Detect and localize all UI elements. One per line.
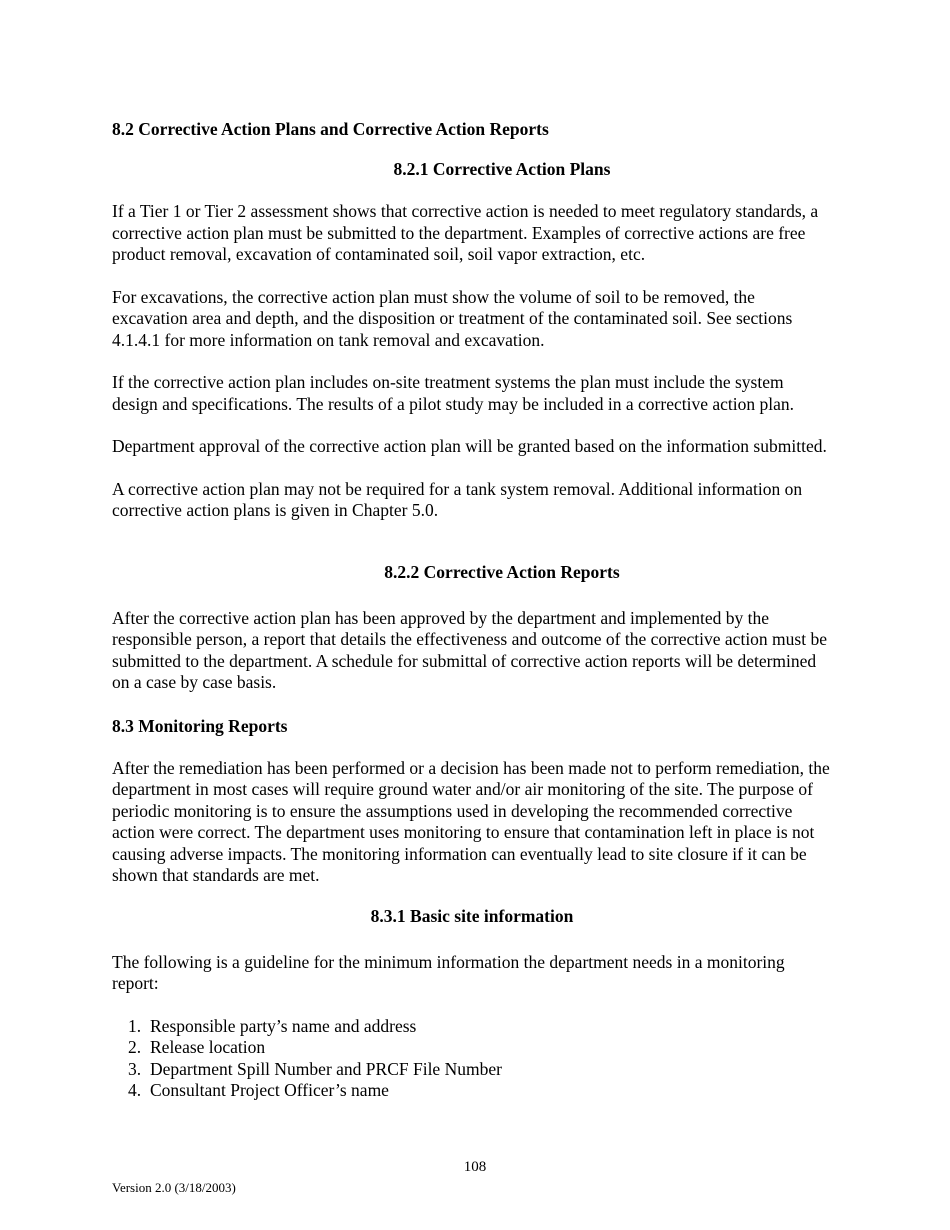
heading-8-2-1: 8.2.1 Corrective Action Plans	[393, 159, 611, 179]
page-number: 108	[463, 1159, 487, 1175]
paragraph: Department approval of the corrective action plan will be granted based on the information submitted.	[112, 436, 827, 456]
info-list	[112, 1016, 832, 1102]
version-footer: Version 2.0 (3/18/2003)	[112, 1180, 236, 1195]
paragraph: After the remediation has been performed or a decision has been made not to perform remediation, the department in most cases will require ground water and/or air monitoring of the site. The purpose of periodic monitoring is to ensure the assumptions used in developing the recommended corrective action were correct. The department uses monitoring to ensure that contamination left in place is not causing adverse impacts. The monitoring information can eventually lead to site closure if it can be shown that standards are met.	[112, 757, 830, 885]
paragraph: If a Tier 1 or Tier 2 assessment shows that corrective action is needed to meet regulatory standards, a corrective action plan must be submitted to the department. Examples of corrective actions are free product removal, excavation of contaminated soil, soil vapor extraction, etc.	[112, 201, 819, 264]
paragraph: If the corrective action plan includes on-site treatment systems the plan must include the system design and specifications. The results of a pilot study may be included in a corrective action plan.	[112, 372, 794, 414]
paragraph: The following is a guideline for the minimum information the department needs in a monitoring report:	[112, 951, 785, 993]
list-item: 1. Responsible party’s name and address	[128, 1015, 417, 1036]
list-item: 3. Department Spill Number and PRCF File Number	[128, 1058, 502, 1079]
paragraph: After the corrective action plan has been approved by the department and implemented by the responsible person, a report that details the effectiveness and outcome of the corrective action must be submitted to the department. A schedule for submittal of corrective action reports will be determined on a case by case basis.	[112, 607, 827, 692]
document-page	[112, 118, 832, 1102]
heading-8-3-1: 8.3.1 Basic site information	[370, 905, 574, 926]
paragraph: For excavations, the corrective action plan must show the volume of soil to be removed, the excavation area and depth, and the disposition or treatment of the contaminated soil. See sections 4.1.4.1 for more information on tank removal and excavation.	[112, 286, 793, 350]
heading-8-2: 8.2 Corrective Action Plans and Corrective Action Reports	[112, 119, 549, 139]
heading-8-2-2: 8.2.2 Corrective Action Reports	[384, 561, 620, 582]
paragraph: A corrective action plan may not be required for a tank system removal. Additional information on corrective action plans is given in Chapter 5.0.	[112, 478, 803, 520]
list-item: 4. Consultant Project Officer’s name	[128, 1080, 389, 1100]
list-item: 2. Release location	[128, 1037, 266, 1057]
heading-8-3: 8.3 Monitoring Reports	[112, 715, 288, 736]
